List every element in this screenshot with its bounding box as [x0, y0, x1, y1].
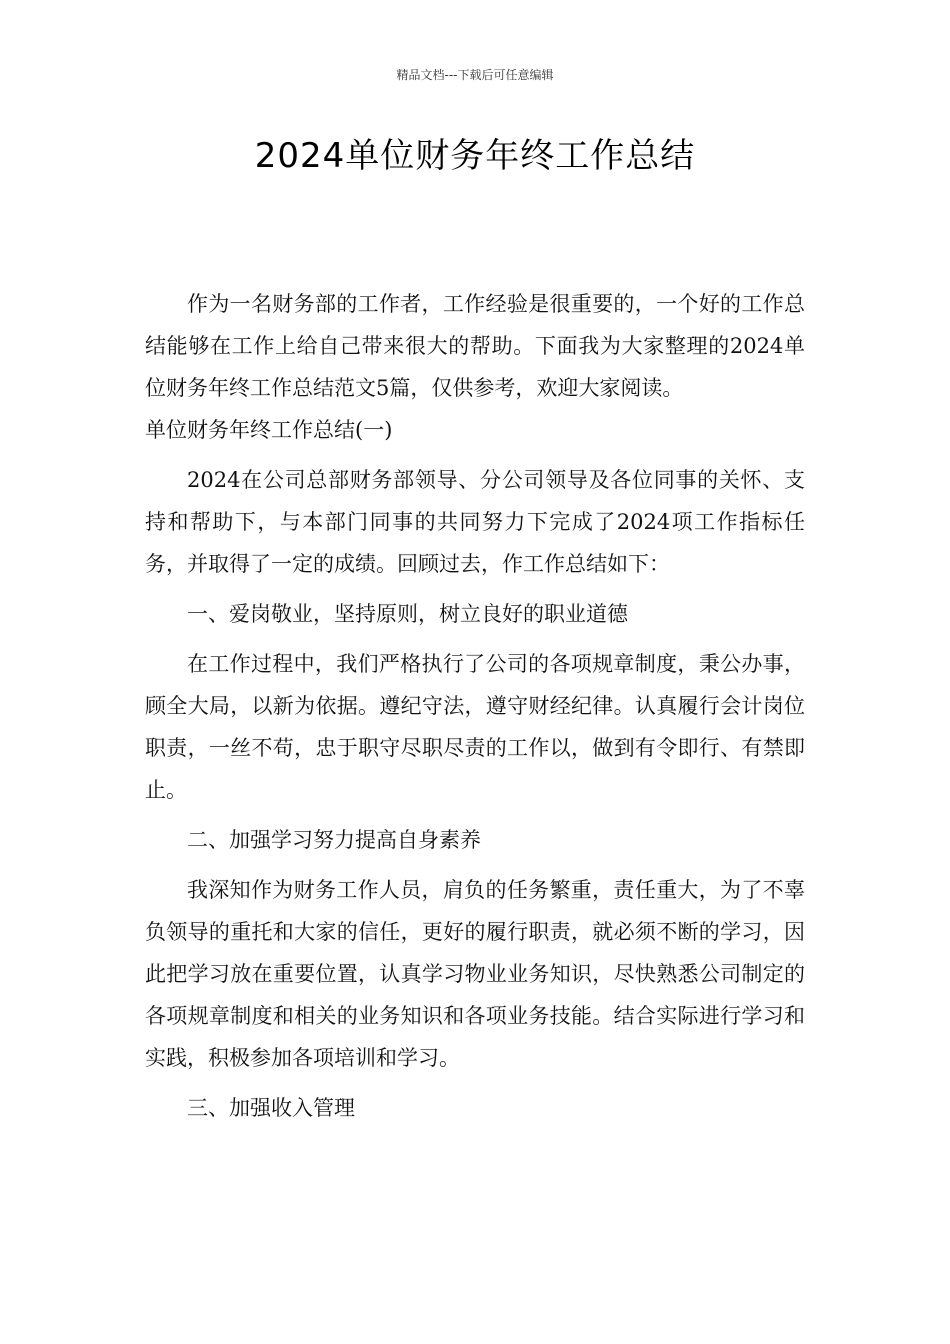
heading-2: 二、加强学习努力提高自身素养: [187, 828, 481, 852]
paragraph-3: 我深知作为财务工作人员，肩负的任务繁重，责任重大，为了不辜负领导的重托和大家的信任，更好的履行职责，就必须不断的学习，因此把学习放在重要位置，认真学习物业业务知识，尽快熟悉公司制定的各项规章制度和相关的业务知识和各项业务技能。结合实际进行学习和实践，积极参加各项培训和学习。: [145, 878, 805, 1070]
heading-3: 三、加强收入管理: [187, 1096, 355, 1120]
heading-1: 一、爱岗敬业，坚持原则，树立良好的职业道德: [187, 602, 628, 626]
intro-paragraph: 作为一名财务部的工作者，工作经验是很重要的，一个好的工作总结能够在工作上给自己带来很大的帮助。下面我为大家整理的2024单位财务年终工作总结范文5篇，仅供参考，欢迎大家阅读。: [145, 292, 805, 400]
paragraph-2: 在工作过程中，我们严格执行了公司的各项规章制度，秉公办事，顾全大局，以新为依据。遵纪守法，遵守财经纪律。认真履行会计岗位职责，一丝不苟，忠于职守尽职尽责的工作以，做到有令即行、有禁即止。: [145, 652, 805, 802]
paragraph-1: 2024在公司总部财务部领导、分公司领导及各位同事的关怀、支持和帮助下，与本部门同事的共同努力下完成了2024项工作指标任务，并取得了一定的成绩。回顾过去，作工作总结如下：: [145, 468, 805, 576]
section-title: 单位财务年终工作总结(一): [145, 418, 393, 442]
header-note: 精品文档---下载后可任意编辑: [396, 68, 554, 82]
document-title: 2024单位财务年终工作总结: [254, 136, 696, 176]
document-body: [145, 283, 805, 1137]
